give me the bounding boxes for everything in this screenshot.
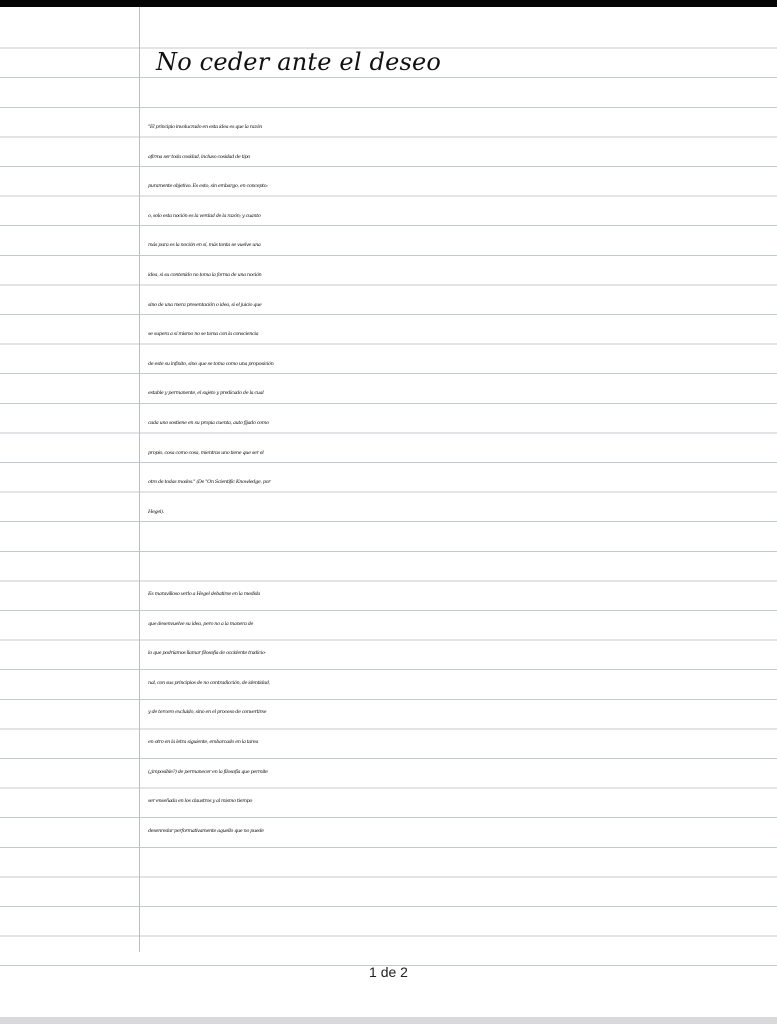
text-line: más pura es la noción en sí, más tonta se vuelve una xyxy=(148,242,261,249)
text-line: lo que podríamos llamar filosofía de occidente tradicio- xyxy=(148,650,266,657)
page-title: No ceder ante el deseo xyxy=(156,48,442,76)
text-line: que desenvuelve su idea, pero no a la manera de xyxy=(148,620,254,627)
text-line: propio, cosa como cosa, mientras uno tiene que ser el xyxy=(148,449,264,456)
text-line: ser enseñada en los claustros y al mismo tiempo xyxy=(148,798,252,805)
text-line: afirma ser toda cosidad, incluso cosidad de tipo xyxy=(148,153,250,160)
text-line: se supera a sí mismo no se toma con la consciencia xyxy=(148,331,259,338)
text-line: sino de una mera presentación o idea, si el juicio que xyxy=(148,301,262,308)
text-line: idea, si su contenido no toma la forma de una noción xyxy=(148,271,262,278)
paragraph-commentary xyxy=(148,580,773,846)
text-line: Hegel). xyxy=(148,508,164,515)
text-line: estable y permanente, el sujeto y predicado de la cual xyxy=(148,390,264,397)
text-line: o, solo esta noción es la verdad de la razón; y cuanto xyxy=(148,212,261,219)
text-line: otro de todas modos." (De "On Scientific Knowledge, por xyxy=(148,479,271,486)
text-line: cada uno sostiene en su propia cuenta, auto fijado como xyxy=(148,419,269,426)
bottom-bar xyxy=(0,1017,777,1024)
text-line: desenredar performativamente aquello que no puede xyxy=(148,827,264,834)
text-line: (¿imposible?) de permanecer en la filosofía que permite xyxy=(148,768,268,775)
text-line: y de tercero excluido, sino en el proceso de convertirse xyxy=(148,709,267,716)
text-line: nal, con sus principios de no contradicción, de identidad, xyxy=(148,679,270,686)
text-line: en otro en la letra siguiente, embarcado en la tarea xyxy=(148,738,259,745)
text-line: Es maravilloso verlo a Hegel debatirse en la medida xyxy=(148,591,260,597)
text-line: "El principio involucrado en esta idea es que la razón xyxy=(148,124,262,130)
paragraph-quote xyxy=(148,113,773,527)
text-line: puramente objetivo. Es esto, sin embargo, en concepto: xyxy=(148,183,268,190)
page-indicator: 1 de 2 xyxy=(369,964,408,980)
margin-line xyxy=(139,7,140,952)
text-line: de este su infinito, sino que se toma como una proposición xyxy=(148,360,274,367)
top-bar xyxy=(0,0,777,7)
